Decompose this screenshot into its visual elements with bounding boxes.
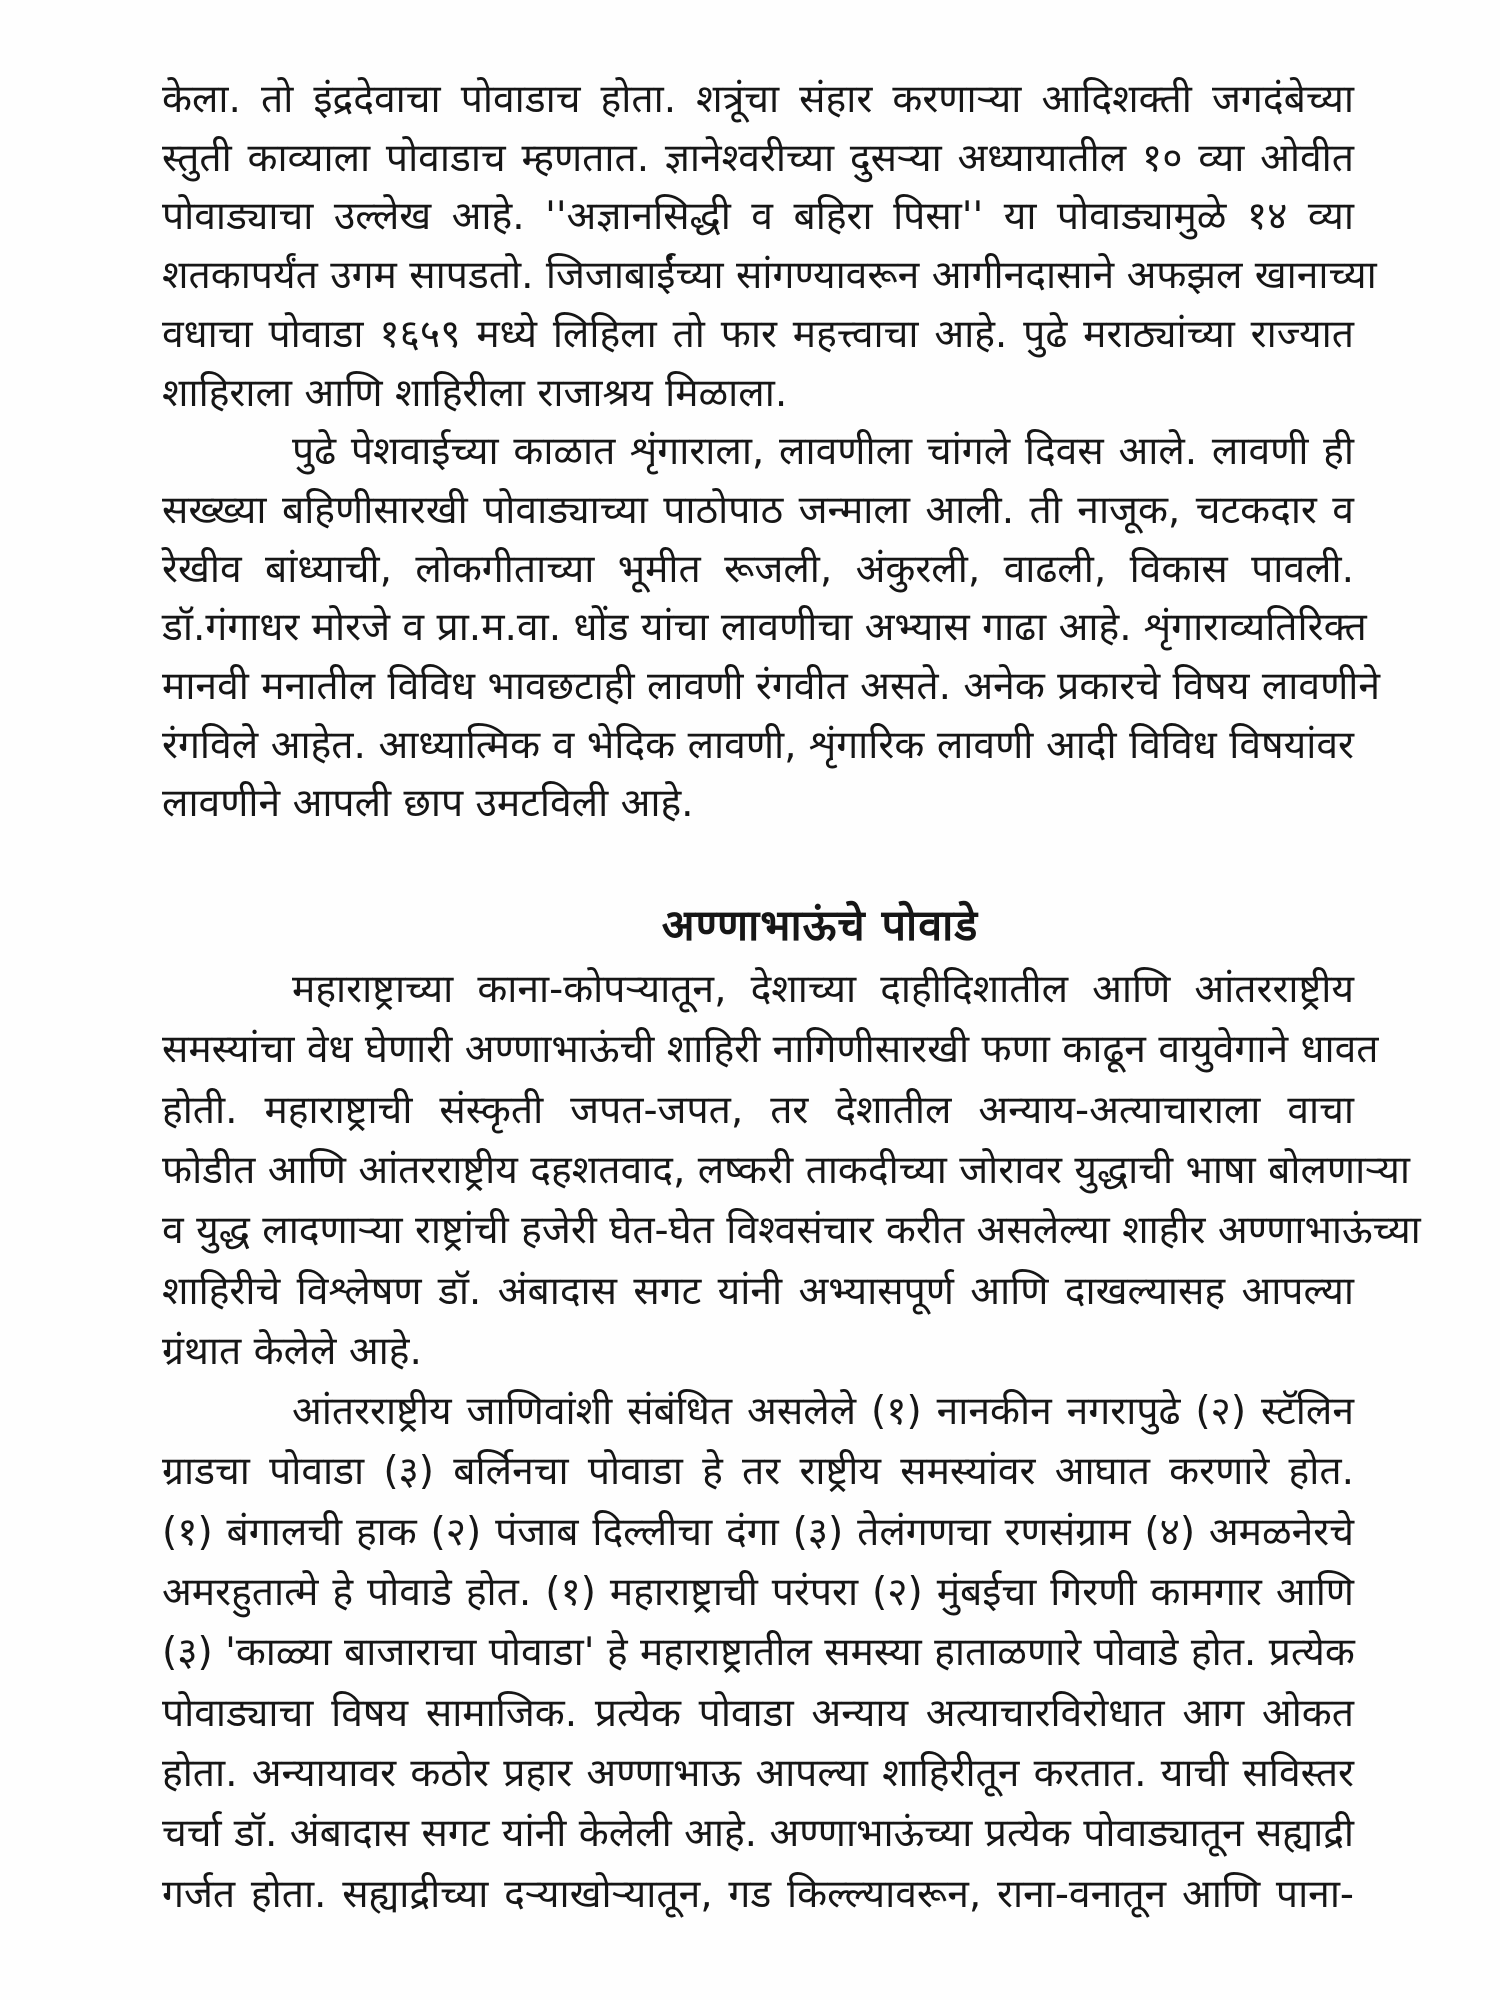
section-heading: अण्णाभाऊंचे पोवाडे	[661, 901, 979, 951]
text-line: रंगविले आहेत. आध्यात्मिक व भेदिक लावणी, शृंगारिक लावणी आदी विविध विषयांवर	[162, 722, 1354, 768]
text-line: ग्राडचा पोवाडा (३) बर्लिनचा पोवाडा हे तर राष्ट्रीय समस्यांवर आघात करणारे होत.	[162, 1449, 1354, 1495]
text-line: समस्यांचा वेध घेणारी अण्णाभाऊंची शाहिरी नागिणीसारखी फणा काढून वायुवेगाने धावत	[162, 1027, 1379, 1073]
text-line: डॉ.गंगाधर मोरजे व प्रा.म.वा. धोंड यांचा लावणीचा अभ्यास गाढा आहे. शृंगाराव्यतिरिक्त	[162, 605, 1367, 651]
text-line: महाराष्ट्राच्या काना-कोपऱ्यातून, देशाच्या दाहीदिशातील आणि आंतरराष्ट्रीय	[292, 967, 1354, 1012]
text-line: व युद्ध लादणाऱ्या राष्ट्रांची हजेरी घेत-घेत विश्वसंचार करीत असलेल्या शाहीर अण्णाभाऊंच्या	[162, 1208, 1421, 1254]
text-line: शाहिराला आणि शाहिरीला राजाश्रय मिळाला.	[162, 370, 788, 416]
text-line: होता. अन्यायावर कठोर प्रहार अण्णाभाऊ आपल्या शाहिरीतून करतात. याची सविस्तर	[162, 1750, 1354, 1796]
text-line: फोडीत आणि आंतरराष्ट्रीय दहशतवाद, लष्करी ताकदीच्या जोरावर युद्धाची भाषा बोलणाऱ्या	[162, 1147, 1410, 1193]
text-line: स्तुती काव्याला पोवाडाच म्हणतात. ज्ञानेश्वरीच्या दुसऱ्या अध्यायातील १० व्या ओवीत	[162, 135, 1354, 181]
text-line: केला. तो इंद्रदेवाचा पोवाडाच होता. शत्रूंचा संहार करणाऱ्या आदिशक्ती जगदंबेच्या	[162, 77, 1354, 122]
text-line: गर्जत होता. सह्याद्रीच्या दऱ्याखोऱ्यातून, गड किल्ल्यावरून, राना-वनातून आणि पाना-	[162, 1871, 1354, 1917]
text-line: पोवाड्याचा उल्लेख आहे. ''अज्ञानसिद्धी व बहिरा पिसा'' या पोवाड्यामुळे १४ व्या	[162, 194, 1354, 240]
text-line: शतकापर्यंत उगम सापडतो. जिजाबाईंच्या सांगण्यावरून आगीनदासाने अफझल खानाच्या	[162, 253, 1377, 299]
text-line: पोवाड्याचा विषय सामाजिक. प्रत्येक पोवाडा अन्याय अत्याचारविरोधात आग ओकत	[162, 1690, 1354, 1736]
text-line: सख्ख्या बहिणीसारखी पोवाड्याच्या पाठोपाठ जन्माला आली. ती नाजूक, चटकदार व	[162, 487, 1354, 533]
text-line: आंतरराष्ट्रीय जाणिवांशी संबंधित असलेले (१) नानकीन नगरापुढे (२) स्टॅलिन	[292, 1389, 1354, 1435]
text-line: होती. महाराष्ट्राची संस्कृती जपत-जपत, तर देशातील अन्याय-अत्याचाराला वाचा	[162, 1087, 1354, 1133]
text-line: रेखीव बांध्याची, लोकगीताच्या भूमीत रूजली, अंकुरली, वाढली, विकास पावली.	[162, 546, 1354, 592]
text-line: अमरहुतात्मे हे पोवाडे होत. (१) महाराष्ट्राची परंपरा (२) मुंबईचा गिरणी कामगार आणि	[162, 1570, 1354, 1615]
text-line: वधाचा पोवाडा १६५९ मध्ये लिहिला तो फार महत्त्वाचा आहे. पुढे मराठ्यांच्या राज्यात	[162, 311, 1354, 357]
text-line: लावणीने आपली छाप उमटविली आहे.	[162, 781, 694, 827]
text-line: शाहिरीचे विश्लेषण डॉ. अंबादास सगट यांनी अभ्यासपूर्ण आणि दाखल्यासह आपल्या	[162, 1268, 1354, 1314]
text-line: (१) बंगालची हाक (२) पंजाब दिल्लीचा दंगा (३) तेलंगणचा रणसंग्राम (४) अमळनेरचे	[162, 1509, 1354, 1555]
text-line: ग्रंथात केलेले आहे.	[162, 1328, 422, 1374]
text-line: (३) 'काळ्या बाजाराचा पोवाडा' हे महाराष्ट्रातील समस्या हाताळणारे पोवाडे होत. प्रत्येक	[162, 1630, 1355, 1676]
text-line: मानवी मनातील विविध भावछटाही लावणी रंगवीत असते. अनेक प्रकारचे विषय लावणीने	[162, 664, 1381, 709]
text-line: पुढे पेशवाईच्या काळात शृंगाराला, लावणीला चांगले दिवस आले. लावणी ही	[292, 429, 1354, 475]
text-line: चर्चा डॉ. अंबादास सगट यांनी केलेली आहे. अण्णाभाऊंच्या प्रत्येक पोवाड्यातून सह्याद्री	[162, 1811, 1355, 1857]
